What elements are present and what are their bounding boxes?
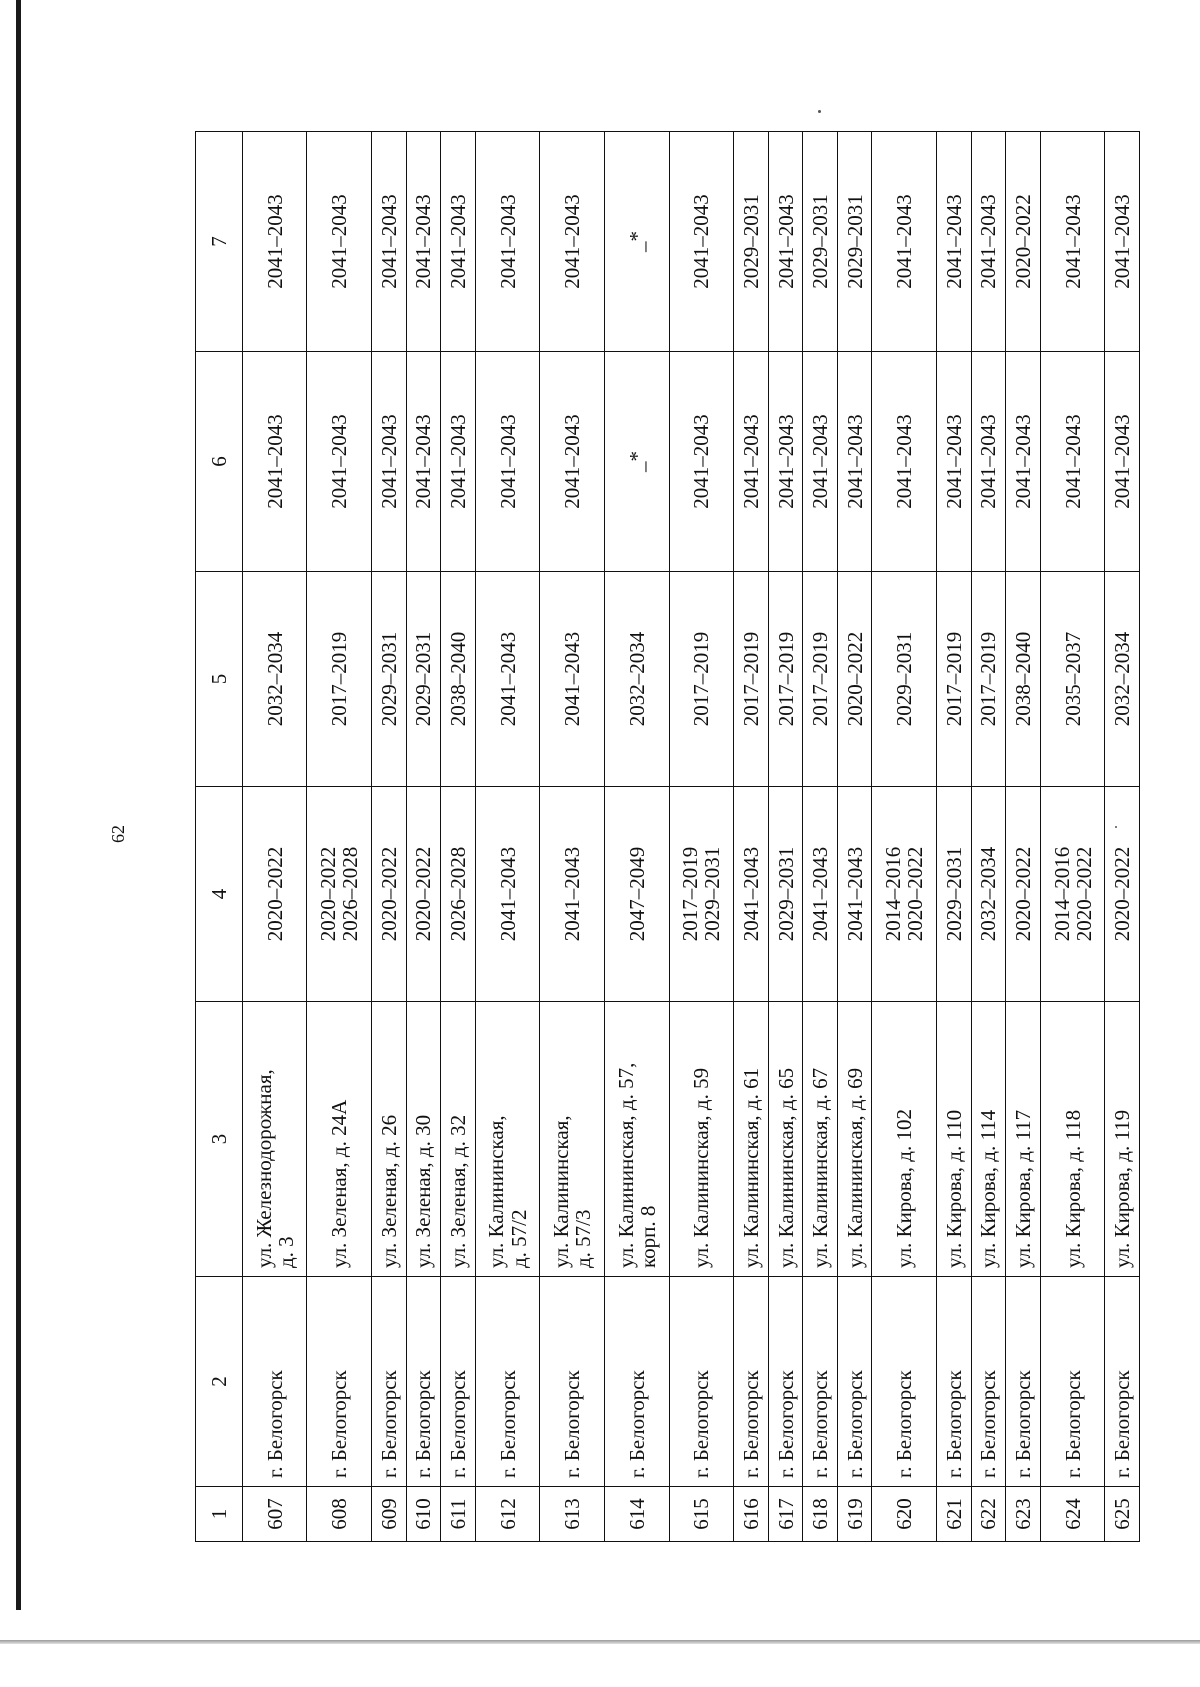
period-col7-cell: 2041–2043 [971,132,1006,352]
city-cell: г. Белогорск [475,1277,540,1487]
address-cell: ул. Кирова, д. 117 [1006,1002,1041,1277]
period-col5-cell: 2032–2034 [605,572,670,787]
table-row [837,132,872,1542]
city-cell: г. Белогорск [1006,1277,1041,1487]
table-row [1006,132,1041,1542]
table-row [307,132,372,1542]
period-col7-cell: 2041–2043 [475,132,540,352]
table-body [196,132,1140,1542]
column-header: 1 [196,1487,243,1542]
period-col4-cell: 2029–2031 [937,787,972,1002]
row-number: 615 [669,1487,734,1542]
city-cell: г. Белогорск [937,1277,972,1487]
period-col4-cell: 2020–2022 [406,787,441,1002]
row-number: 611 [441,1487,476,1542]
table-row [872,132,937,1542]
row-number: 608 [307,1487,372,1542]
row-number: 612 [475,1487,540,1542]
address-cell: ул. Кирова, д. 114 [971,1002,1006,1277]
period-col4-cell: 2026–2028 [441,787,476,1002]
period-col6-cell: 2041–2043 [803,352,838,572]
period-col7-cell: 2041–2043 [872,132,937,352]
period-col7-cell: 2041–2043 [768,132,803,352]
period-col5-cell: 2017–2019 [768,572,803,787]
column-header: 2 [196,1277,243,1487]
city-cell: г. Белогорск [669,1277,734,1487]
period-col4-cell: 2041–2043 [803,787,838,1002]
address-cell: ул. Кирова, д. 110 [937,1002,972,1277]
period-col5-cell: 2020–2022 [837,572,872,787]
column-header: 7 [196,132,243,352]
row-number: 620 [872,1487,937,1542]
period-col7-cell: 2041–2043 [540,132,605,352]
address-cell: ул. Калининская, д. 57, корп. 8 [605,1002,670,1277]
table-row [540,132,605,1542]
period-col4-cell: 2047–2049 [605,787,670,1002]
period-col6-cell: 2041–2043 [1105,352,1140,572]
period-col4-cell: 2017–2019 2029–2031 [669,787,734,1002]
table-row [441,132,476,1542]
period-col7-cell: 2041–2043 [242,132,307,352]
address-cell: ул. Калининская, д. 57/3 [540,1002,605,1277]
period-col4-cell: 2041–2043 [734,787,769,1002]
period-col4-cell: 2020–2022 [372,787,407,1002]
table-row [1040,132,1105,1542]
column-header: 6 [196,352,243,572]
data-table [195,131,1140,1542]
rotated-table-wrapper [195,132,1140,1542]
city-cell: г. Белогорск [242,1277,307,1487]
row-number: 609 [372,1487,407,1542]
city-cell: г. Белогорск [1040,1277,1105,1487]
row-number: 617 [768,1487,803,1542]
period-col6-cell: 2041–2043 [242,352,307,572]
period-col6-cell: 2041–2043 [971,352,1006,572]
period-col7-cell: 2041–2043 [441,132,476,352]
column-header: 5 [196,572,243,787]
period-col7-cell: 2029–2031 [837,132,872,352]
row-number: 610 [406,1487,441,1542]
address-cell: ул. Калининская, д. 57/2 [475,1002,540,1277]
city-cell: г. Белогорск [734,1277,769,1487]
period-col5-cell: 2041–2043 [475,572,540,787]
city-cell: г. Белогорск [441,1277,476,1487]
address-cell: ул. Калининская, д. 67 [803,1002,838,1277]
period-col6-cell: 2041–2043 [1040,352,1105,572]
table-row [768,132,803,1542]
period-col6-cell: 2041–2043 [372,352,407,572]
period-col7-cell: 2041–2043 [307,132,372,352]
city-cell: г. Белогорск [307,1277,372,1487]
period-col5-cell: 2032–2034 [1105,572,1140,787]
city-cell: г. Белогорск [540,1277,605,1487]
table-row [971,132,1006,1542]
period-col7-cell: 2029–2031 [803,132,838,352]
period-col7-cell: 2041–2043 [1105,132,1140,352]
period-col7-cell: _* [605,132,670,352]
address-cell: ул. Зеленая, д. 26 [372,1002,407,1277]
address-cell: ул. Кирова, д. 119 [1105,1002,1140,1277]
period-col5-cell: 2029–2031 [872,572,937,787]
period-col6-cell: 2041–2043 [1006,352,1041,572]
period-col5-cell: 2035–2037 [1040,572,1105,787]
table-row [605,132,670,1542]
address-cell: ул. Калининская, д. 65 [768,1002,803,1277]
period-col7-cell: 2041–2043 [937,132,972,352]
city-cell: г. Белогорск [837,1277,872,1487]
table-row [406,132,441,1542]
period-col7-cell: 2029–2031 [734,132,769,352]
period-col7-cell: 2020–2022 [1006,132,1041,352]
period-col5-cell: 2038–2040 [1006,572,1041,787]
period-col4-cell: 2041–2043 [540,787,605,1002]
period-col6-cell: 2041–2043 [937,352,972,572]
period-col5-cell: 2032–2034 [242,572,307,787]
row-number: 621 [937,1487,972,1542]
city-cell: г. Белогорск [605,1277,670,1487]
period-col4-cell: 2029–2031 [768,787,803,1002]
city-cell: г. Белогорск [372,1277,407,1487]
period-col4-cell: 2020–2022 [1006,787,1041,1002]
period-col4-cell: 2020–2022 [1105,787,1140,1002]
row-number: 623 [1006,1487,1041,1542]
period-col5-cell: 2017–2019 [307,572,372,787]
period-col6-cell: 2041–2043 [441,352,476,572]
period-col6-cell: 2041–2043 [872,352,937,572]
address-cell: ул. Кирова, д. 118 [1040,1002,1105,1277]
period-col5-cell: 2017–2019 [734,572,769,787]
period-col5-cell: 2017–2019 [803,572,838,787]
period-col4-cell: 2020–2022 [242,787,307,1002]
address-cell: ул. Калининская, д. 59 [669,1002,734,1277]
row-number: 624 [1040,1487,1105,1542]
scan-edge-left [16,0,21,1610]
table-row [734,132,769,1542]
table-row [242,132,307,1542]
period-col6-cell: 2041–2043 [307,352,372,572]
row-number: 607 [242,1487,307,1542]
table-row [937,132,972,1542]
period-col6-cell: _* [605,352,670,572]
row-number: 613 [540,1487,605,1542]
address-cell: ул. Железнодорожная, д. 3 [242,1002,307,1277]
period-col7-cell: 2041–2043 [406,132,441,352]
row-number: 614 [605,1487,670,1542]
city-cell: г. Белогорск [803,1277,838,1487]
city-cell: г. Белогорск [406,1277,441,1487]
period-col4-cell: 2014–2016 2020–2022 [872,787,937,1002]
row-number: 616 [734,1487,769,1542]
row-number: 618 [803,1487,838,1542]
period-col7-cell: 2041–2043 [1040,132,1105,352]
city-cell: г. Белогорск [768,1277,803,1487]
period-col6-cell: 2041–2043 [540,352,605,572]
period-col6-cell: 2041–2043 [837,352,872,572]
city-cell: г. Белогорск [1105,1277,1140,1487]
address-cell: ул. Кирова, д. 102 [872,1002,937,1277]
period-col5-cell: 2017–2019 [971,572,1006,787]
address-cell: ул. Зеленая, д. 30 [406,1002,441,1277]
period-col4-cell: 2014–2016 2020–2022 [1040,787,1105,1002]
row-number: 619 [837,1487,872,1542]
period-col6-cell: 2041–2043 [475,352,540,572]
table-row [475,132,540,1542]
column-header: 3 [196,1002,243,1277]
period-col4-cell: 2041–2043 [837,787,872,1002]
period-col6-cell: 2041–2043 [406,352,441,572]
period-col4-cell: 2020–2022 2026–2028 [307,787,372,1002]
address-cell: ул. Калининская, д. 69 [837,1002,872,1277]
period-col5-cell: 2038–2040 [441,572,476,787]
period-col7-cell: 2041–2043 [669,132,734,352]
city-cell: г. Белогорск [872,1277,937,1487]
column-header: 4 [196,787,243,1002]
period-col5-cell: 2029–2031 [372,572,407,787]
period-col4-cell: 2041–2043 [475,787,540,1002]
city-cell: г. Белогорск [971,1277,1006,1487]
period-col7-cell: 2041–2043 [372,132,407,352]
table-row [669,132,734,1542]
header-row [196,132,243,1542]
address-cell: ул. Зеленая, д. 24А [307,1002,372,1277]
period-col4-cell: 2032–2034 [971,787,1006,1002]
address-cell: ул. Зеленая, д. 32 [441,1002,476,1277]
period-col5-cell: 2017–2019 [937,572,972,787]
row-number: 622 [971,1487,1006,1542]
period-col6-cell: 2041–2043 [768,352,803,572]
period-col5-cell: 2029–2031 [406,572,441,787]
table-row [372,132,407,1542]
period-col5-cell: 2041–2043 [540,572,605,787]
row-number: 625 [1105,1487,1140,1542]
page-number: 62 [108,825,128,843]
scan-speck [818,110,821,113]
table-row [803,132,838,1542]
address-cell: ул. Калининская, д. 61 [734,1002,769,1277]
period-col5-cell: 2017–2019 [669,572,734,787]
period-col6-cell: 2041–2043 [734,352,769,572]
table-row [1105,132,1140,1542]
scan-edge-bottom [0,1640,1200,1644]
period-col6-cell: 2041–2043 [669,352,734,572]
